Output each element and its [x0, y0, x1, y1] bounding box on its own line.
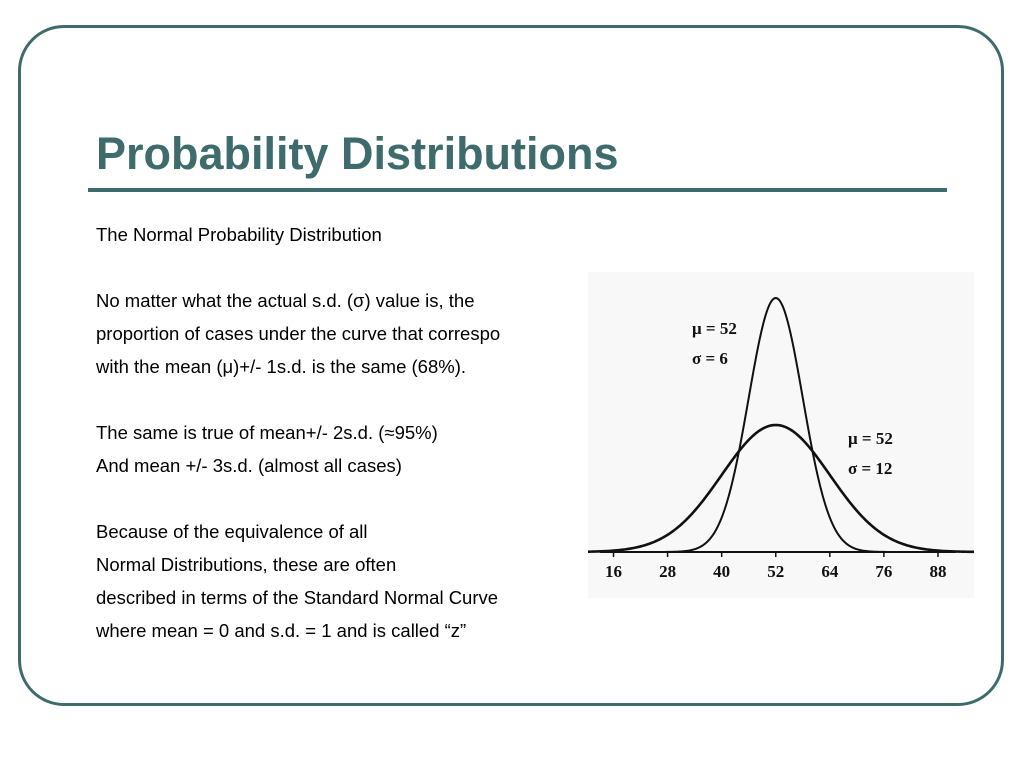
- x-tick-label: 64: [821, 562, 839, 581]
- curve-wide-sd: [588, 425, 974, 552]
- body-line: The Normal Probability Distribution: [96, 224, 382, 245]
- body-line: where mean = 0 and s.d. = 1 and is called “z”: [96, 620, 467, 641]
- normal-curves-figure: [588, 272, 974, 598]
- body-line: proportion of cases under the curve that correspo: [96, 323, 501, 344]
- series-label-mu: μ = 52: [848, 429, 893, 448]
- body-line: described in terms of the Standard Normal Curve: [96, 587, 499, 608]
- x-tick-label: 16: [605, 562, 623, 581]
- body-spacer: [96, 383, 596, 416]
- slide-body: [96, 218, 596, 648]
- x-tick-label: 76: [875, 562, 893, 581]
- slide-title: Probability Distributions: [96, 128, 619, 179]
- body-line: Because of the equivalence of all: [96, 521, 368, 542]
- x-tick-label: 40: [713, 562, 731, 581]
- x-tick-label: 52: [767, 562, 785, 581]
- body-line: with the mean (μ)+/- 1s.d. is the same (68%).: [96, 356, 467, 377]
- body-line: Normal Distributions, these are often: [96, 554, 397, 575]
- title-underline: [88, 188, 947, 192]
- body-line: The same is true of mean+/- 2s.d. (≈95%): [96, 422, 438, 443]
- body-line: And mean +/- 3s.d. (almost all cases): [96, 455, 402, 476]
- body-line: No matter what the actual s.d. (σ) value is, the: [96, 290, 475, 311]
- body-spacer: [96, 251, 596, 284]
- series-label-sigma: σ = 6: [692, 349, 728, 368]
- series-label-mu: μ = 52: [692, 319, 737, 338]
- x-tick-label: 28: [659, 562, 677, 581]
- x-axis-ticks: [605, 552, 946, 581]
- normal-curves-chart: [588, 272, 974, 598]
- body-spacer: [96, 482, 596, 515]
- x-tick-label: 88: [929, 562, 947, 581]
- series-label-sigma: σ = 12: [848, 459, 893, 478]
